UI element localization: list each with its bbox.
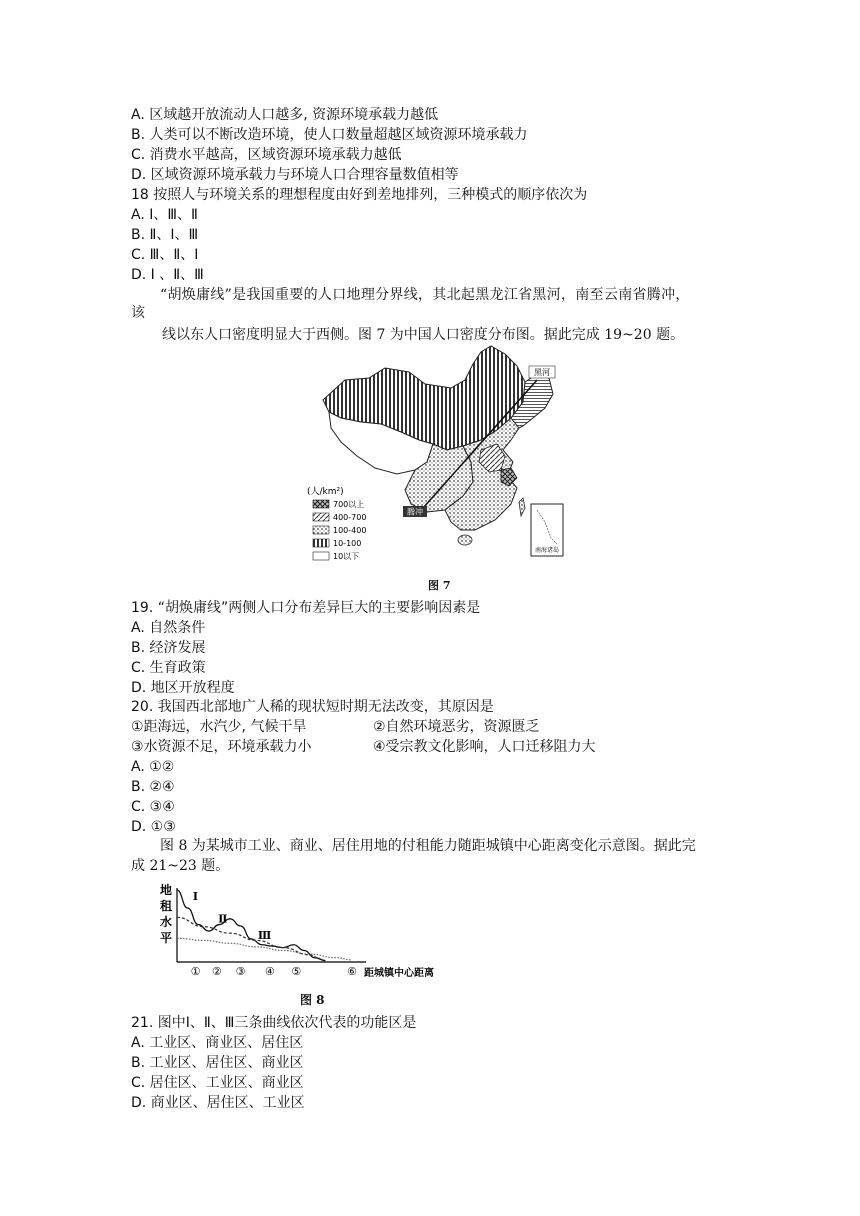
q20-option-b: B. ②④: [131, 779, 175, 795]
x-axis-label: 距城镇中心距离: [364, 968, 434, 979]
legend-item: 10-100: [333, 539, 362, 548]
q20-option-d: D. ①③: [131, 819, 176, 835]
legend-item: 700以上: [333, 500, 365, 509]
label-heihe: 黑河: [534, 368, 550, 377]
q20-option-c: C. ③④: [131, 799, 175, 815]
series-label: Ⅰ: [192, 890, 199, 904]
q20-stem: 20. 我国西北部地广人稀的现状短时期无法改变，其原因是: [131, 699, 494, 715]
passage-hu-line2: 该: [131, 305, 145, 321]
q18-stem: 18 按照人与环境关系的理想程度由好到差地排列，三种模式的顺序依次为: [131, 187, 588, 203]
x-tick-label: ⑥: [346, 965, 357, 978]
y-axis-label-char: 平: [160, 931, 173, 945]
q17-option-c: C. 消费水平越高，区域资源环境承载力越低: [131, 147, 402, 163]
y-axis-label-char: 租: [160, 899, 173, 913]
passage-rent-line2: 成 21~23 题。: [131, 858, 230, 874]
label-tengchong: 腾冲: [407, 507, 423, 517]
q19-stem: 19. “胡焕庸线”两侧人口分布差异巨大的主要影响因素是: [131, 600, 481, 616]
q20-option-a: A. ①②: [131, 759, 175, 775]
q17-option-a: A. 区域越开放流动人口越多, 资源环境承载力越低: [131, 107, 439, 123]
figure8-caption: 图 8: [300, 993, 325, 1007]
q17-option-d: D. 区域资源环境承载力与环境人口合理容量数值相等: [131, 167, 459, 183]
x-tick-label: ④: [264, 965, 275, 978]
x-tick-label: ②: [211, 965, 222, 978]
q21-option-a: A. 工业区、商业区、居住区: [131, 1035, 304, 1051]
q19-option-c: C. 生育政策: [131, 660, 206, 676]
population-density-map: [305, 344, 575, 566]
label-nanhai: 南海诸岛: [534, 547, 560, 554]
q20-item-4: ④受宗教文化影响，人口迁移阻力大: [373, 739, 596, 755]
q20-item-3: ③水资源不足，环境承载力小: [131, 739, 312, 755]
legend-item: 400-700: [333, 513, 367, 522]
series-line-1: [177, 890, 325, 961]
q19-option-a: A. 自然条件: [131, 620, 206, 636]
q19-option-b: B. 经济发展: [131, 640, 206, 656]
q21-option-c: C. 居住区、工业区、商业区: [131, 1075, 304, 1091]
legend-item: 100-400: [333, 526, 367, 535]
figure7-caption: 图 7: [428, 579, 451, 592]
q18-option-a: A. Ⅰ、Ⅲ、Ⅱ: [131, 207, 198, 223]
q20-item-2: ②自然环境恶劣，资源匮乏: [373, 719, 540, 735]
q21-option-b: B. 工业区、居住区、商业区: [131, 1055, 304, 1071]
q21-stem: 21. 图中Ⅰ、Ⅱ、Ⅲ三条曲线依次代表的功能区是: [131, 1015, 417, 1031]
passage-hu-line1: “胡焕庸线”是我国重要的人口地理分界线，其北起黑龙江省黑河，南至云南省腾冲，: [160, 287, 690, 303]
q18-option-c: C. Ⅲ、Ⅱ、Ⅰ: [131, 247, 199, 263]
x-tick-label: ⑤: [291, 965, 302, 978]
x-tick-label: ③: [235, 965, 246, 978]
x-tick-label: ①: [190, 965, 201, 978]
q20-item-1: ①距海远，水汽少, 气候干旱: [131, 719, 307, 735]
y-axis-label-char: 水: [160, 915, 173, 929]
y-axis-label: [160, 882, 173, 945]
q19-option-d: D. 地区开放程度: [131, 680, 235, 696]
q21-option-d: D. 商业区、居住区、工业区: [131, 1095, 305, 1111]
rent-chart: [160, 880, 460, 984]
rent-chart-svg: [160, 880, 460, 984]
y-axis-label-char: 地: [160, 883, 173, 897]
series-label: Ⅱ: [218, 912, 228, 926]
q17-option-b: B. 人类可以不断改造环境，使人口数量超越区域资源环境承载力: [131, 127, 528, 143]
q18-option-d: D. Ⅰ 、Ⅱ、Ⅲ: [131, 267, 204, 283]
passage-hu-line3: 线以东人口密度明显大于西侧。图 7 为中国人口密度分布图。据此完成 19~20 题。: [162, 327, 685, 343]
series-label: Ⅲ: [257, 928, 272, 942]
q18-option-b: B. Ⅱ、Ⅰ、Ⅲ: [131, 227, 199, 243]
legend-unit: (人/km²): [307, 487, 344, 497]
legend-item: 10以下: [333, 552, 360, 561]
map-graphic: [305, 344, 575, 566]
passage-rent-line1: 图 8 为某城市工业、商业、居住用地的付租能力随距城镇中心距离变化示意图。据此完: [160, 838, 696, 854]
